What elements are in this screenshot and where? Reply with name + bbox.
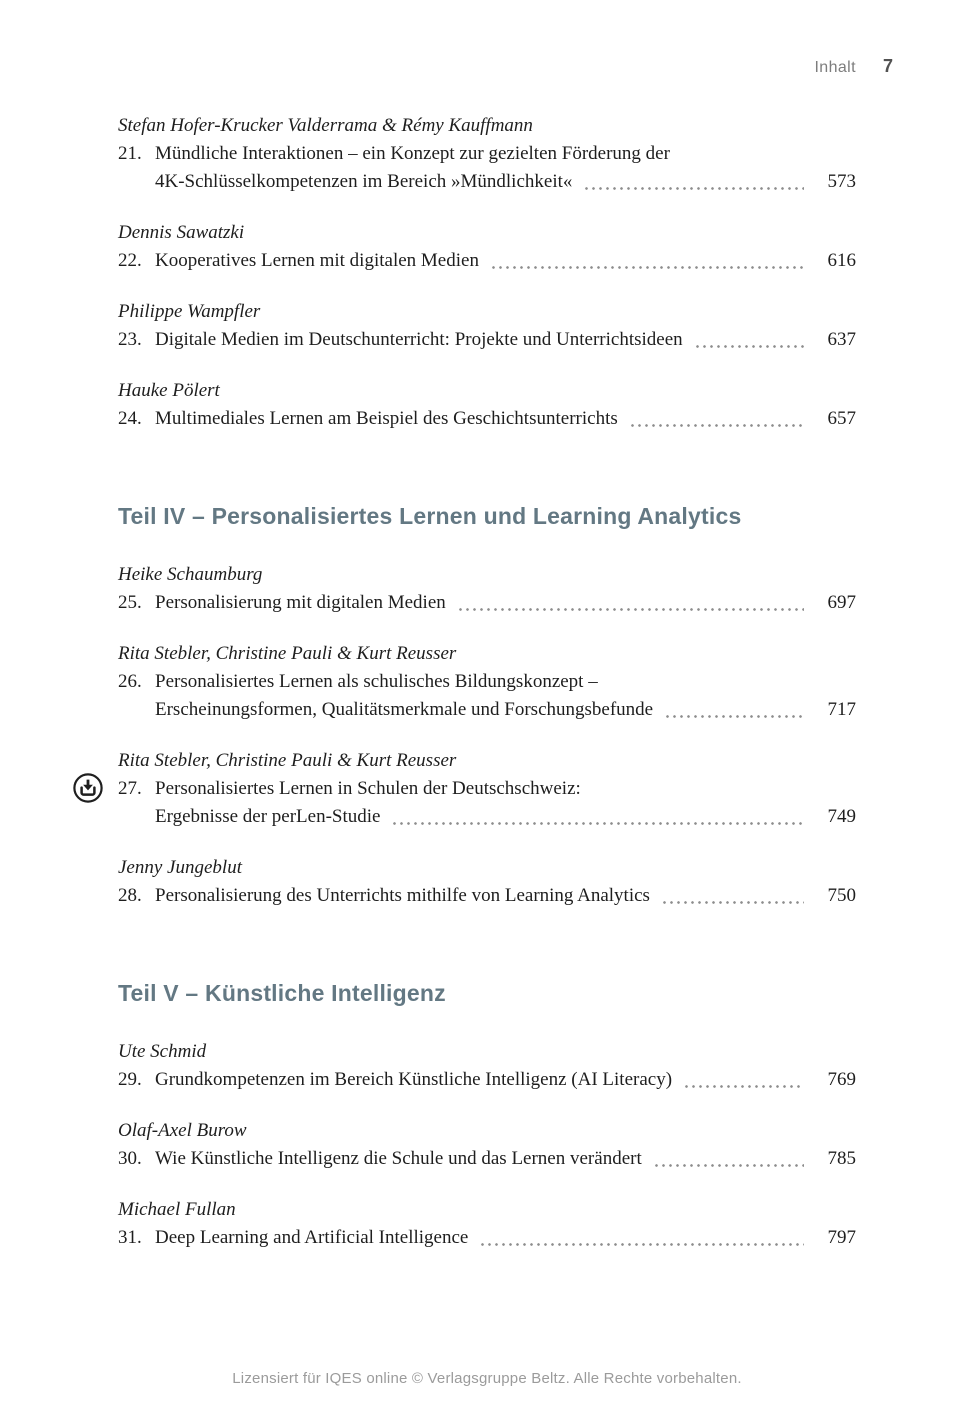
entry-page-number[interactable]: 616 <box>827 250 856 271</box>
dot-leader <box>663 901 804 904</box>
entry-page-number[interactable]: 573 <box>827 171 856 192</box>
entry-author: Jenny Jungeblut <box>118 857 242 878</box>
toc-entry <box>118 640 856 724</box>
entry-row <box>118 668 856 724</box>
entry-number: 31. <box>118 1227 142 1248</box>
entry-number: 23. <box>118 329 142 350</box>
entry-number: 27. <box>118 778 142 799</box>
dot-leader <box>585 187 804 190</box>
dot-leader <box>685 1085 804 1088</box>
toc-entry <box>118 1196 856 1252</box>
entry-title-text[interactable]: Erscheinungsformen, Qualitätsmerkmale und Forschungsbefunde <box>155 699 654 720</box>
entry-author: Rita Stebler, Christine Pauli & Kurt Reusser <box>118 750 457 771</box>
entry-title-last-line <box>155 589 856 617</box>
toc-section <box>118 501 856 910</box>
entry-title-text[interactable]: Ergebnisse der perLen-Studie <box>155 806 381 827</box>
entry-row <box>118 882 856 910</box>
entry-page-number[interactable]: 697 <box>827 592 856 613</box>
entry-row <box>118 589 856 617</box>
entry-row <box>118 140 856 196</box>
entry-author: Heike Schaumburg <box>118 564 263 585</box>
toc-entry <box>118 377 856 433</box>
toc-entry <box>118 854 856 910</box>
entry-page-number[interactable]: 657 <box>827 408 856 429</box>
entry-author: Rita Stebler, Christine Pauli & Kurt Reusser <box>118 643 457 664</box>
entry-page-number[interactable]: 749 <box>827 806 856 827</box>
entry-title-text[interactable]: Deep Learning and Artificial Intelligence <box>155 1227 469 1248</box>
entry-title <box>155 589 856 617</box>
entry-title-last-line <box>155 1066 856 1094</box>
entry-row <box>118 247 856 275</box>
dot-leader <box>666 715 804 718</box>
dot-leader <box>696 345 804 348</box>
entry-title-line[interactable]: Mündliche Interaktionen – ein Konzept zur gezielten Förderung der <box>155 143 670 164</box>
entry-row <box>118 1224 856 1252</box>
entry-title-text[interactable]: Wie Künstliche Intelligenz die Schule und das Lernen verändert <box>155 1148 642 1169</box>
entry-author: Michael Fullan <box>118 1199 236 1220</box>
entry-title-last-line <box>155 168 856 196</box>
entry-author: Philippe Wampfler <box>118 301 261 322</box>
section-entries <box>118 561 856 910</box>
entry-author: Hauke Pölert <box>118 380 220 401</box>
entry-title <box>155 775 856 831</box>
section-entries <box>118 112 856 433</box>
entry-author: Ute Schmid <box>118 1041 207 1062</box>
entry-page-number[interactable]: 785 <box>827 1148 856 1169</box>
section-heading: Teil IV – Personalisiertes Lernen und Learning Analytics <box>118 503 742 529</box>
license-footer: Lizensiert für IQES online © Verlagsgruppe Beltz. Alle Rechte vorbehalten. <box>232 1370 742 1387</box>
entry-page-number[interactable]: 797 <box>827 1227 856 1248</box>
entry-row <box>118 405 856 433</box>
entry-number: 28. <box>118 885 142 906</box>
entry-number: 21. <box>118 143 142 164</box>
entry-title <box>155 1066 856 1094</box>
dot-leader <box>481 1243 804 1246</box>
entry-title-line[interactable]: Personalisiertes Lernen als schulisches Bildungskonzept – <box>155 671 598 692</box>
entry-row <box>118 1066 856 1094</box>
section-entries <box>118 1038 856 1252</box>
entry-row <box>118 1145 856 1173</box>
page-header <box>814 56 893 77</box>
entry-title <box>155 1145 856 1173</box>
entry-page-number[interactable]: 750 <box>827 885 856 906</box>
toc-entry <box>118 219 856 275</box>
entry-title <box>155 326 856 354</box>
toc-entry <box>118 747 856 831</box>
dot-leader <box>492 266 804 269</box>
toc-entry <box>118 112 856 196</box>
toc-entry <box>118 1038 856 1094</box>
toc-entry <box>118 561 856 617</box>
entry-title-last-line <box>155 1224 856 1252</box>
entry-title-last-line <box>155 696 856 724</box>
entry-title <box>155 140 856 196</box>
entry-title-last-line <box>155 1145 856 1173</box>
dot-leader <box>459 608 804 611</box>
entry-number: 25. <box>118 592 142 613</box>
entry-title-last-line <box>155 803 856 831</box>
entry-title-text[interactable]: Grundkompetenzen im Bereich Künstliche Intelligenz (AI Literacy) <box>155 1069 673 1090</box>
dot-leader <box>393 822 804 825</box>
section-heading: Teil V – Künstliche Intelligenz <box>118 980 446 1006</box>
entry-author: Olaf-Axel Burow <box>118 1120 247 1141</box>
entry-title-text[interactable]: Kooperatives Lernen mit digitalen Medien <box>155 250 479 271</box>
entry-page-number[interactable]: 637 <box>827 329 856 350</box>
dot-leader <box>655 1164 804 1167</box>
entry-title <box>155 668 856 724</box>
entry-title <box>155 405 856 433</box>
entry-title-text[interactable]: Personalisierung mit digitalen Medien <box>155 592 446 613</box>
download-icon[interactable] <box>72 772 104 804</box>
entry-title <box>155 882 856 910</box>
entry-title <box>155 247 856 275</box>
entry-row <box>118 775 856 831</box>
entry-page-number[interactable]: 717 <box>827 699 856 720</box>
entry-author: Dennis Sawatzki <box>118 222 245 243</box>
entry-number: 29. <box>118 1069 142 1090</box>
entry-row <box>118 326 856 354</box>
header-page-number: 7 <box>882 56 893 76</box>
entry-number: 24. <box>118 408 142 429</box>
toc-entry <box>118 1117 856 1173</box>
entry-title-last-line <box>155 247 856 275</box>
entry-title <box>155 1224 856 1252</box>
entry-title-line[interactable]: Personalisiertes Lernen in Schulen der Deutschschweiz: <box>155 778 581 799</box>
entry-title-text[interactable]: 4K-Schlüsselkompetenzen im Bereich »Mündlichkeit« <box>155 171 573 192</box>
dot-leader <box>631 424 804 427</box>
entry-number: 26. <box>118 671 142 692</box>
entry-number: 22. <box>118 250 142 271</box>
table-of-contents <box>118 112 856 1275</box>
entry-title-text[interactable]: Multimediales Lernen am Beispiel des Geschichtsunterrichts <box>155 408 618 429</box>
entry-page-number[interactable]: 769 <box>827 1069 856 1090</box>
entry-title-text[interactable]: Digitale Medien im Deutschunterricht: Projekte und Unterrichtsideen <box>155 329 683 350</box>
entry-number: 30. <box>118 1148 142 1169</box>
toc-entry <box>118 298 856 354</box>
header-title: Inhalt <box>814 59 856 76</box>
entry-title-last-line <box>155 326 856 354</box>
entry-title-text[interactable]: Personalisierung des Unterrichts mithilfe von Learning Analytics <box>155 885 650 906</box>
toc-section <box>118 978 856 1252</box>
toc-section <box>118 112 856 433</box>
entry-title-last-line <box>155 405 856 433</box>
entry-title-last-line <box>155 882 856 910</box>
entry-author: Stefan Hofer-Krucker Valderrama & Rémy Kauffmann <box>118 115 533 136</box>
